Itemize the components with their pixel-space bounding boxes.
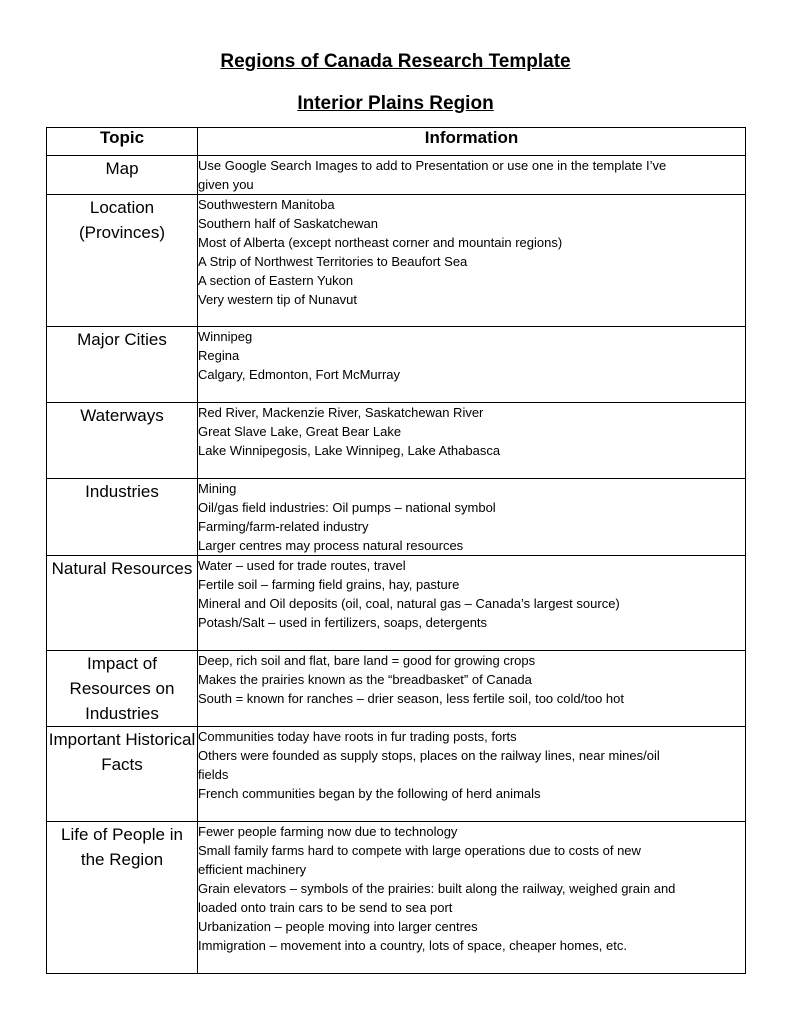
information-line: Most of Alberta (except northeast corner and mountain regions) xyxy=(198,235,563,250)
table-row xyxy=(47,195,746,327)
information-cell xyxy=(198,727,746,822)
information-cell xyxy=(198,822,746,974)
information-line: Urbanization – people moving into larger centres xyxy=(198,919,478,934)
table-body xyxy=(47,156,746,974)
information-line: given you xyxy=(198,177,254,192)
column-header-topic: Topic xyxy=(47,128,198,156)
information-line: Oil/gas field industries: Oil pumps – national symbol xyxy=(198,500,496,515)
information-line: Great Slave Lake, Great Bear Lake xyxy=(198,424,402,439)
information-line: Larger centres may process natural resources xyxy=(198,538,464,553)
table-row xyxy=(47,822,746,974)
table-row xyxy=(47,327,746,403)
information-cell xyxy=(198,403,746,479)
information-line: Lake Winnipegosis, Lake Winnipeg, Lake Athabasca xyxy=(198,443,501,458)
information-line: Immigration – movement into a country, lots of space, cheaper homes, etc. xyxy=(198,938,627,953)
information-line: Water – used for trade routes, travel xyxy=(198,558,406,573)
information-cell xyxy=(198,156,746,195)
topic-cell: Industries xyxy=(47,479,198,556)
topic-cell: Impact of Resources on Industries xyxy=(47,651,198,727)
information-line: Fertile soil – farming field grains, hay, pasture xyxy=(198,577,460,592)
table-header-row xyxy=(47,128,746,156)
information-line: French communities began by the following of herd animals xyxy=(198,786,541,801)
table-row xyxy=(47,556,746,651)
information-line: fields xyxy=(198,767,229,782)
information-cell xyxy=(198,556,746,651)
information-line: South = known for ranches – drier season, less fertile soil, too cold/too hot xyxy=(198,691,624,706)
information-line: Southern half of Saskatchewan xyxy=(198,216,378,231)
document-title: Regions of Canada Research Template xyxy=(220,51,571,72)
information-line: A section of Eastern Yukon xyxy=(198,273,354,288)
information-cell xyxy=(198,327,746,403)
information-line: Communities today have roots in fur trading posts, forts xyxy=(198,729,517,744)
information-line: Farming/farm-related industry xyxy=(198,519,369,534)
information-line: Very western tip of Nunavut xyxy=(198,292,357,307)
information-line: Makes the prairies known as the “breadbasket” of Canada xyxy=(198,672,532,687)
information-line: loaded onto train cars to be send to sea port xyxy=(198,900,453,915)
table-row xyxy=(47,403,746,479)
information-line: Fewer people farming now due to technology xyxy=(198,824,458,839)
topic-cell: Important Historical Facts xyxy=(47,727,198,822)
table-row xyxy=(47,727,746,822)
information-line: Small family farms hard to compete with large operations due to costs of new xyxy=(198,843,641,858)
topic-cell: Major Cities xyxy=(47,327,198,403)
information-line: efficient machinery xyxy=(198,862,307,877)
table-row xyxy=(47,479,746,556)
information-cell xyxy=(198,479,746,556)
information-cell xyxy=(198,651,746,727)
information-line: Use Google Search Images to add to Presentation or use one in the template I’ve xyxy=(198,158,667,173)
information-cell xyxy=(198,195,746,327)
information-line: Winnipeg xyxy=(198,329,253,344)
topic-cell: Location (Provinces) xyxy=(47,195,198,327)
information-line: Deep, rich soil and flat, bare land = good for growing crops xyxy=(198,653,536,668)
information-line: Calgary, Edmonton, Fort McMurray xyxy=(198,367,401,382)
information-line: Others were founded as supply stops, places on the railway lines, near mines/oil xyxy=(198,748,660,763)
topic-cell: Natural Resources xyxy=(47,556,198,651)
column-header-information: Information xyxy=(198,128,746,156)
information-line: Regina xyxy=(198,348,240,363)
topic-cell: Map xyxy=(47,156,198,195)
information-line: A Strip of Northwest Territories to Beaufort Sea xyxy=(198,254,468,269)
table-row xyxy=(47,651,746,727)
information-line: Mineral and Oil deposits (oil, coal, natural gas – Canada’s largest source) xyxy=(198,596,620,611)
information-line: Mining xyxy=(198,481,237,496)
region-subtitle: Interior Plains Region xyxy=(297,93,494,114)
information-line: Potash/Salt – used in fertilizers, soaps, detergents xyxy=(198,615,488,630)
information-line: Red River, Mackenzie River, Saskatchewan River xyxy=(198,405,484,420)
topic-cell: Waterways xyxy=(47,403,198,479)
table-row xyxy=(47,156,746,195)
information-line: Southwestern Manitoba xyxy=(198,197,335,212)
research-table xyxy=(46,127,746,974)
information-line: Grain elevators – symbols of the prairies: built along the railway, weighed grain and xyxy=(198,881,676,896)
topic-cell: Life of People in the Region xyxy=(47,822,198,974)
